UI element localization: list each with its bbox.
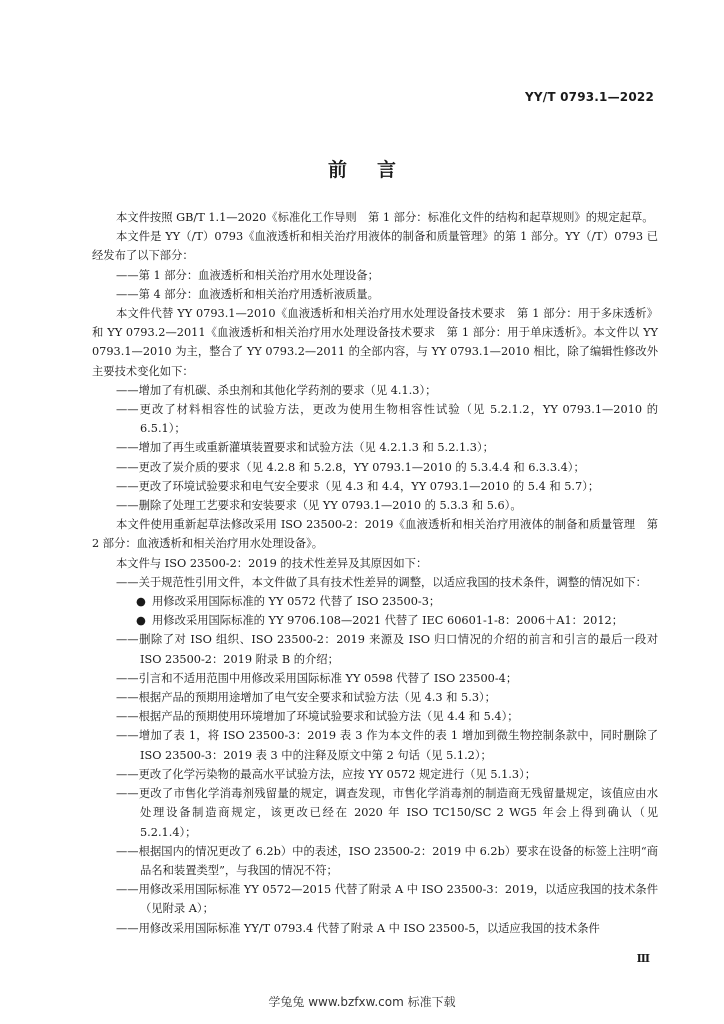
dash-item: ——删除了对 ISO 组织、ISO 23500-2：2019 来源及 ISO 归口情况的介绍的前言和引言的最后一段对 ISO 23500-2：2019 附录 B 的介绍；	[116, 633, 658, 666]
dash-item: ——更改了炭介质的要求（见 4.2.8 和 5.2.8，YY 0793.1—2010 的 5.3.4.4 和 6.3.3.4）；	[116, 460, 585, 474]
dash-item: ——更改了市售化学消毒剂残留量的规定，调查发现，市售化学消毒剂的制造商无残留量规定，该值应由水处理设备制造商规定，该更改已经在 2020 年 ISO TC150/SC 2 WG5 年会上得到确认（见 5.2.1.4）；	[116, 787, 658, 839]
dash-item: ——根据产品的预期使用环境增加了环境试验要求和试验方法（见 4.4 和 5.4）；	[116, 710, 519, 724]
bullet-item	[92, 611, 658, 630]
paragraph: 本文件使用重新起草法修改采用 ISO 23500-2：2019《血液透析和相关治疗用液体的制备和质量管理 第 2 部分：血液透析和相关治疗用水处理设备》。	[92, 518, 658, 551]
paragraph: 本文件按照 GB/T 1.1—2020《标准化工作导则 第 1 部分：标准化文件的结构和起草规则》的规定起草。	[116, 211, 654, 224]
paragraph: 本文件与 ISO 23500-2：2019 的技术性差异及其原因如下：	[116, 556, 428, 570]
dash-item: ——增加了再生或重新灌填装置要求和试验方法（见 4.2.1.3 和 5.2.1.3）；	[116, 441, 494, 455]
dash-item: ——引言和不适用范围中用修改采用国际标准 YY 0598 代替了 ISO 23500-4；	[116, 671, 518, 685]
bullet-item	[92, 592, 658, 611]
paragraph: 本文件是 YY（/T）0793《血液透析和相关治疗用液体的制备和质量管理》的第 1 部分。YY（/T）0793 已经发布了以下部分：	[92, 230, 658, 263]
dash-item: ——更改了材料相容性的试验方法，更改为使用生物相容性试验（见 5.2.1.2，YY 0793.1—2010 的 6.5.1）；	[116, 403, 658, 436]
dash-item: ——用修改采用国际标准 YY/T 0793.4 代替了附录 A 中 ISO 23500-5，以适应我国的技术条件	[116, 921, 600, 935]
bullet-icon: ●	[136, 595, 146, 609]
dash-item: ——更改了化学污染物的最高水平试验方法，应按 YY 0572 规定进行（见 5.1.3）；	[116, 767, 537, 781]
standard-code: YY/T 0793.1—2022	[524, 90, 654, 104]
dash-item: ——用修改采用国际标准 YY 0572—2015 代替了附录 A 中 ISO 23500-3：2019，以适应我国的技术条件（见附录 A）；	[116, 883, 658, 916]
paragraph: 本文件代替 YY 0793.1—2010《血液透析和相关治疗用水处理设备技术要求 第 1 部分：用于多床透析》和 YY 0793.2—2011《血液透析和相关治疗用水处理设备技术要求 第 1 部分：用于单床透析》。本文件以 YY 0793.1—2010 为主，整合了 YY 0793.2—2011 的全部内容，与 YY 0793.1—2010 相比，除了编辑性修改外主要技术变化如下：	[92, 307, 658, 378]
dash-item: ——关于规范性引用文件，本文件做了具有技术性差异的调整，以适应我国的技术条件，调整的情况如下：	[116, 575, 647, 589]
dash-item: ——第 4 部分：血液透析和相关治疗用透析液质量。	[116, 287, 379, 301]
dash-item: ——删除了处理工艺要求和安装要求（见 YY 0793.1—2010 的 5.3.3 和 5.6）。	[116, 499, 522, 513]
bullet-icon: ●	[136, 614, 146, 628]
bullet-text: 用修改采用国际标准的 YY 0572 代替了 ISO 23500-3；	[152, 595, 441, 609]
dash-item: ——根据国内的情况更改了 6.2b）中的表述，ISO 23500-2：2019 中 6.2b）要求在设备的标签上注明“商品名和装置类型”，与我国的情况不符；	[116, 844, 658, 877]
foreword-body	[92, 208, 658, 938]
page-number: Ⅲ	[636, 952, 650, 965]
watermark-footer: 学兔兔 www.bzfxw.com 标准下载	[268, 995, 456, 1009]
dash-item: ——增加了有机碳、杀虫剂和其他化学药剂的要求（见 4.1.3）；	[116, 383, 437, 397]
dash-item: ——更改了环境试验要求和电气安全要求（见 4.3 和 4.4，YY 0793.1—2010 的 5.4 和 5.7）；	[116, 479, 600, 493]
bullet-text: 用修改采用国际标准的 YY 9706.108—2021 代替了 IEC 60601-1-8：2006＋A1：2012；	[152, 614, 624, 628]
dash-item: ——根据产品的预期用途增加了电气安全要求和试验方法（见 4.3 和 5.3）；	[116, 691, 496, 705]
dash-item: ——增加了表 1，将 ISO 23500-3：2019 表 3 作为本文件的表 1 增加到微生物控制条款中，同时删除了 ISO 23500-3：2019 表 3 中的注释及原文中第 2 句话（见 5.1.2）；	[116, 729, 658, 762]
page-title: 前言	[327, 159, 426, 181]
dash-item: ——第 1 部分：血液透析和相关治疗用水处理设备；	[116, 268, 379, 282]
